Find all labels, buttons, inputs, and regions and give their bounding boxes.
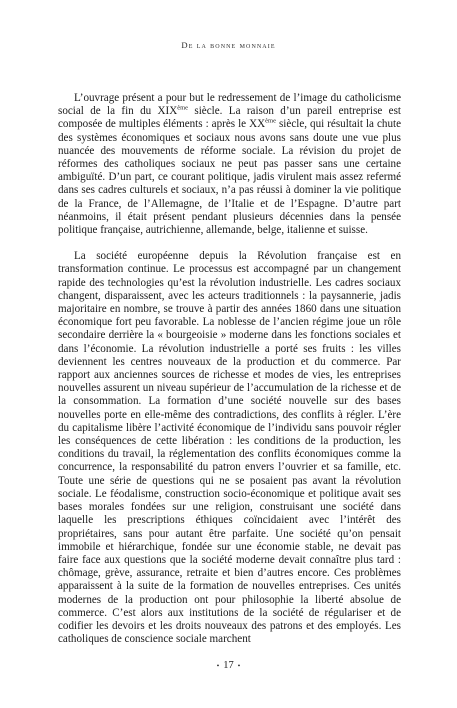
page-folio — [0, 660, 457, 671]
page-number: 17 — [223, 660, 234, 671]
paragraph-1 — [58, 92, 401, 237]
running-head: De la bonne monnaie — [181, 40, 276, 50]
body-text — [58, 92, 401, 646]
paragraph-2-text: La société européenne depuis la Révolution française est en transformation continue. Le processus est accompagné par un changement rapide des technologies qu’est la révolution industrielle. Les cadres sociaux changent, disparaissent, avec les acteurs traditionnels : la paysannerie, jadis majoritaire en nombre, se trouve à partir des années 1860 dans une situation économique fort peu favorable. La noblesse de l’ancien régime joue un rôle secondaire derrière la « bourgeoisie » moderne dans les fonctions sociales et dans l’économie. La révolution industrielle a porté ses fruits : les villes deviennent les centres nouveaux de la production et du commerce. Par rapport aux anciennes sources de richesse et modes de vies, les entreprises nouvelles assurent un niveau supérieur de l’accumulation de la richesse et de la consommation. La formation d’une société nouvelle sur des bases nouvelles porte en elle-même des contradictions, des conflits à régler. L’ère du capitalisme libère l’activité économique de l’individu sans pouvoir régler les conséquences de cette libération : les conditions de la production, les conditions du travail, la réglementation des conflits économiques comme la concurrence, la responsabilité du patron envers l’ouvrier et sa famille, etc. Toute une série de questions qui ne se posaient pas avant la révolution sociale. Le féodalisme, construction socio-économique et politique avait ses bases morales fondées sur une religion, construisant une société dans laquelle les prescriptions éthiques coïncidaient avec l’intérêt des propriétaires, sans pour autant être parfaite. Une société qu’on pensait immobile et hiérarchique, fondée sur une économie stable, ne devait pas faire face aux questions que la société moderne devait connaître plus tard : chômage, grève, assurance, retraite et bien d’autres encore. Ces problèmes apparaissent à la suite de la formation de nouvelles entreprises. Ces unités modernes de la production ont pour philosophie la liberté absolue de commerce. C’est alors aux institutions de la société de régulariser et de codifier les devoirs et les droits nouveaux des patrons et des employés. Les catholiques de conscience sociale marchent — [58, 250, 401, 646]
paragraph-1-text-c: siècle, qui résultait la chute des systèmes économiques et sociaux nous avons sans doute une vue plus nuancée des mouvements de réforme sociale. La révision du projet de réformes des catholiques sociaux ne peut pas passer sans une certaine ambiguïté. D’un part, ce courant politique, jadis virulent mais assez refermé dans ses cadres culturels et sociaux, n’a pas réussi à dominer la vie politique de la France, de l’Allemagne, de l’Italie et de l’Espagne. D’autre part néanmoins, il était présent pendant plusieurs décennies dans la pensée politique française, autrichienne, allemande, belge, italienne et suisse. — [58, 118, 402, 237]
paragraph-1-text-b: siècle. La raison d’un pareil entreprise est composée de multiples éléments : après le XX — [58, 105, 401, 131]
paragraph-1-text-a: L’ouvrage présent a pour but le redressement de l’image du catholicisme social de la fin du XIX — [58, 92, 401, 118]
folio-bullet-right: • — [237, 661, 241, 670]
paragraph-2 — [58, 250, 401, 646]
paragraph-1-superscript-a: ème — [177, 104, 189, 112]
paragraph-1-superscript-b: ème — [265, 117, 276, 125]
folio-bullet-left: • — [216, 661, 220, 670]
